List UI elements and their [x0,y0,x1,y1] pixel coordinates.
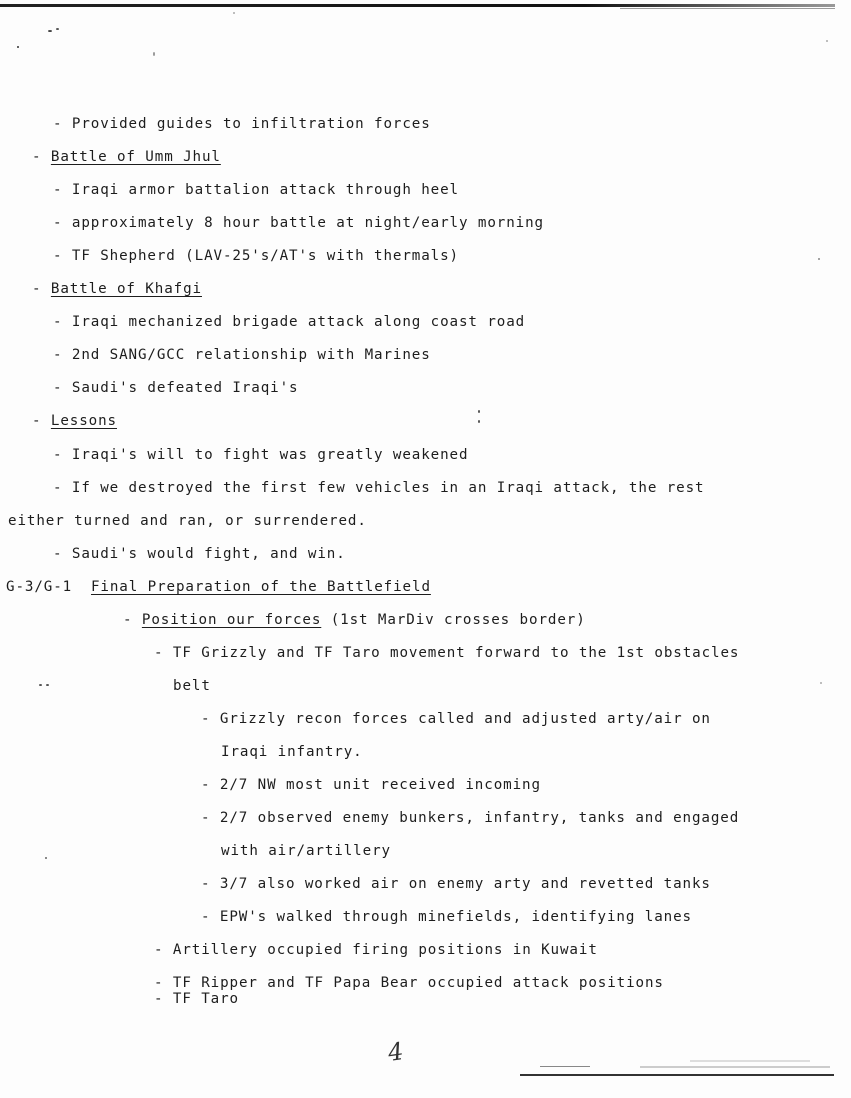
heading-line [32,281,202,297]
text-line: - Iraqi's will to fight was greatly weakened [53,447,469,463]
scan-top-rule [0,4,835,7]
text-line: - TF Taro [154,991,239,1007]
subheading-position-forces: Position our forces [141,612,322,628]
heading-line [32,413,117,429]
text-line: - Artillery occupied firing positions in Kuwait [154,942,598,958]
line-prefix: - [32,149,51,165]
page-number: 4 [386,1037,406,1067]
text-line: - Iraqi armor battalion attack through heel [53,182,459,198]
scan-speck [818,258,820,260]
scan-top-rule-thin [620,8,835,9]
text-line: - If we destroyed the first few vehicles in an Iraqi attack, the rest [53,480,705,496]
text-line: - approximately 8 hour battle at night/early morning [53,215,544,231]
heading-line [32,149,221,165]
text-line: - TF Grizzly and TF Taro movement forward to the 1st obstacles [154,645,740,661]
text-line: with air/artillery [221,843,391,859]
heading-line [6,579,431,595]
section-heading-khafgi: Battle of Khafgi [50,281,202,297]
heading-line [123,612,586,628]
text-line: belt [173,678,211,694]
text-line: - Iraqi mechanized brigade attack along coast road [53,314,526,330]
section-code: G-3/G-1 [6,579,73,595]
text-line: - 3/7 also worked air on enemy arty and revetted tanks [201,876,711,892]
text-line: either turned and ran, or surrendered. [8,513,367,529]
scan-speck [478,410,480,413]
text-line: - 2/7 observed enemy bunkers, infantry, tanks and engaged [201,810,740,826]
text-line: - EPW's walked through minefields, identifying lanes [201,909,692,925]
line-prefix: - [32,413,51,429]
text-line: - 2nd SANG/GCC relationship with Marines [53,347,431,363]
section-heading-final-preparation: Final Preparation of the Battlefield [90,579,431,595]
text-line: - Saudi's defeated Iraqi's [53,380,299,396]
scan-speck [39,684,42,686]
section-heading-umm-jhul: Battle of Umm Jhul [50,149,221,165]
scan-speck [820,682,822,684]
text-line: Iraqi infantry. [221,744,363,760]
scan-speck [690,1060,810,1062]
scan-speck [478,420,480,423]
line-prefix: - [32,281,51,297]
scan-speck [46,684,49,686]
text-line: - Grizzly recon forces called and adjusted arty/air on [201,711,711,727]
subheading-suffix: (1st MarDiv crosses border) [321,612,586,628]
scan-speck [640,1066,830,1068]
scan-speck [48,30,52,32]
scan-speck [540,1066,590,1067]
scan-bottom-rule [520,1074,834,1076]
text-line: - Provided guides to infiltration forces [53,116,431,132]
text-line: - TF Shepherd (LAV-25's/AT's with thermals) [53,248,459,264]
section-heading-lessons: Lessons [50,413,117,429]
scan-speck [153,52,155,56]
text-line: - 2/7 NW most unit received incoming [201,777,541,793]
scan-speck [45,857,47,859]
text-line: - TF Ripper and TF Papa Bear occupied attack positions [154,975,664,991]
line-prefix: - [123,612,142,628]
scan-speck [233,12,235,14]
text-line: - Saudi's would fight, and win. [53,546,346,562]
scan-speck [17,46,19,48]
scan-speck [826,40,828,42]
scan-speck [56,28,59,30]
